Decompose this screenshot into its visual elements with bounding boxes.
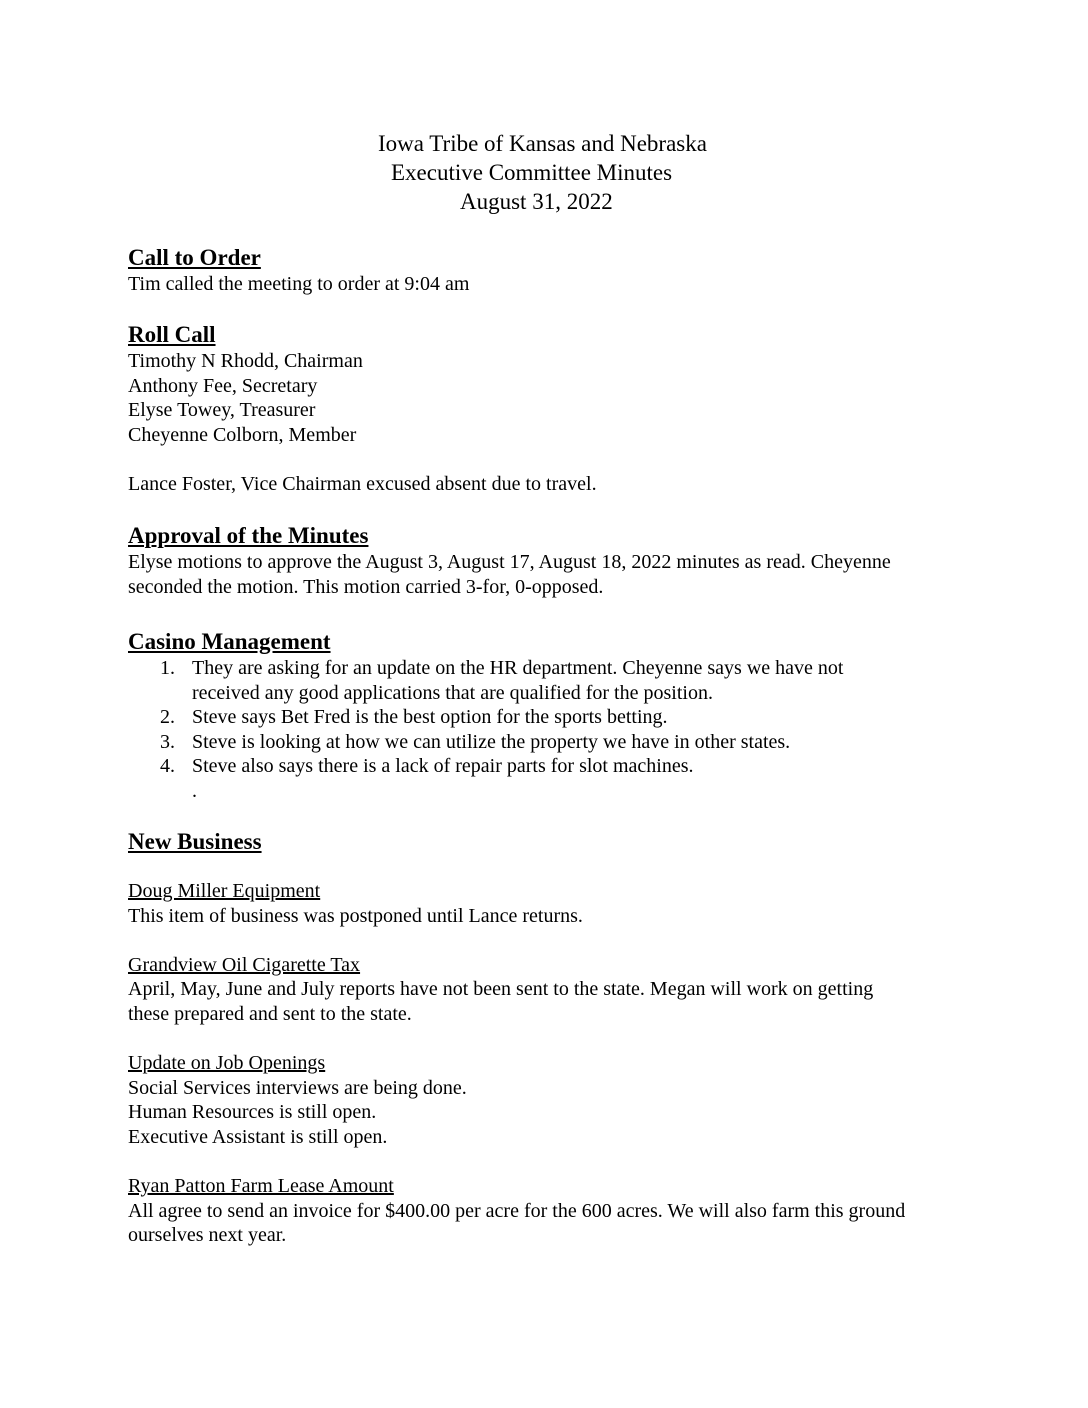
list-item-text: Steve is looking at how we can utilize the property we have in other states. <box>192 730 791 753</box>
roll-call-member: Timothy N Rhodd, Chairman <box>128 350 363 372</box>
list-item-text: Steve says Bet Fred is the best option for the sports betting. <box>192 706 668 729</box>
list-item-number: 3. <box>160 730 175 753</box>
roll-call-member: Elyse Towey, Treasurer <box>128 399 316 422</box>
business-item-jobs <box>128 1051 978 1149</box>
roll-call-member: Cheyenne Colborn, Member <box>128 423 357 446</box>
section-heading-new-business: New Business <box>128 829 262 854</box>
approval-text-line: Elyse motions to approve the August 3, August 17, August 18, 2022 minutes as read. Cheyenne <box>128 551 891 573</box>
section-heading-call-to-order: Call to Order <box>128 245 261 270</box>
section-heading-roll-call: Roll Call <box>128 322 216 347</box>
organization-name: Iowa Tribe of Kansas and Nebraska <box>378 131 707 156</box>
roll-call-member: Anthony Fee, Secretary <box>128 374 318 397</box>
business-item-ryan <box>128 1174 978 1248</box>
business-item-title: Doug Miller Equipment <box>128 880 321 902</box>
list-item-number: 2. <box>160 706 175 729</box>
business-item-title: Update on Job Openings <box>128 1052 326 1075</box>
list-item <box>128 730 978 755</box>
section-new-business <box>128 828 978 1248</box>
business-item-text: April, May, June and July reports have not been sent to the state. Megan will work on getting <box>128 978 874 1001</box>
business-item-text: Executive Assistant is still open. <box>128 1125 388 1148</box>
business-item-text: ourselves next year. <box>128 1224 287 1247</box>
business-item-text: Social Services interviews are being done. <box>128 1076 467 1099</box>
list-item <box>128 656 978 705</box>
section-heading-casino: Casino Management <box>128 629 331 654</box>
business-item-text: these prepared and sent to the state. <box>128 1002 412 1025</box>
business-item-text: Human Resources is still open. <box>128 1101 377 1124</box>
business-item-doug <box>128 879 978 928</box>
meeting-date: August 31, 2022 <box>460 189 613 214</box>
document-header <box>0 129 1088 216</box>
approval-text-line: seconded the motion. This motion carried 3-for, 0-opposed. <box>128 575 604 598</box>
section-approval-of-minutes <box>128 522 978 599</box>
section-roll-call <box>128 321 978 497</box>
list-item <box>128 754 978 779</box>
business-item-grandview <box>128 953 978 1027</box>
business-item-title: Ryan Patton Farm Lease Amount <box>128 1175 394 1198</box>
list-item <box>128 705 978 730</box>
list-item-number: 1. <box>160 657 175 679</box>
business-item-text: This item of business was postponed until Lance returns. <box>128 904 583 927</box>
business-item-title: Grandview Oil Cigarette Tax <box>128 953 361 976</box>
list-item-text: Steve also says there is a lack of repair parts for slot machines. <box>192 755 694 778</box>
document-title: Executive Committee Minutes <box>391 160 673 185</box>
list-item-text: They are asking for an update on the HR department. Cheyenne says we have not <box>192 657 844 679</box>
call-to-order-text: Tim called the meeting to order at 9:04 am <box>128 273 470 295</box>
section-heading-approval: Approval of the Minutes <box>128 523 369 548</box>
section-call-to-order <box>128 244 978 297</box>
casino-list <box>128 656 978 779</box>
roll-call-absent: Lance Foster, Vice Chairman excused absent due to travel. <box>128 472 597 495</box>
list-item-text: received any good applications that are qualified for the position. <box>192 681 713 704</box>
section-casino-management <box>128 628 978 804</box>
list-item-number: 4. <box>160 755 175 778</box>
business-item-text: All agree to send an invoice for $400.00 per acre for the 600 acres. We will also farm this ground <box>128 1199 906 1222</box>
trailing-period: . <box>192 779 197 802</box>
